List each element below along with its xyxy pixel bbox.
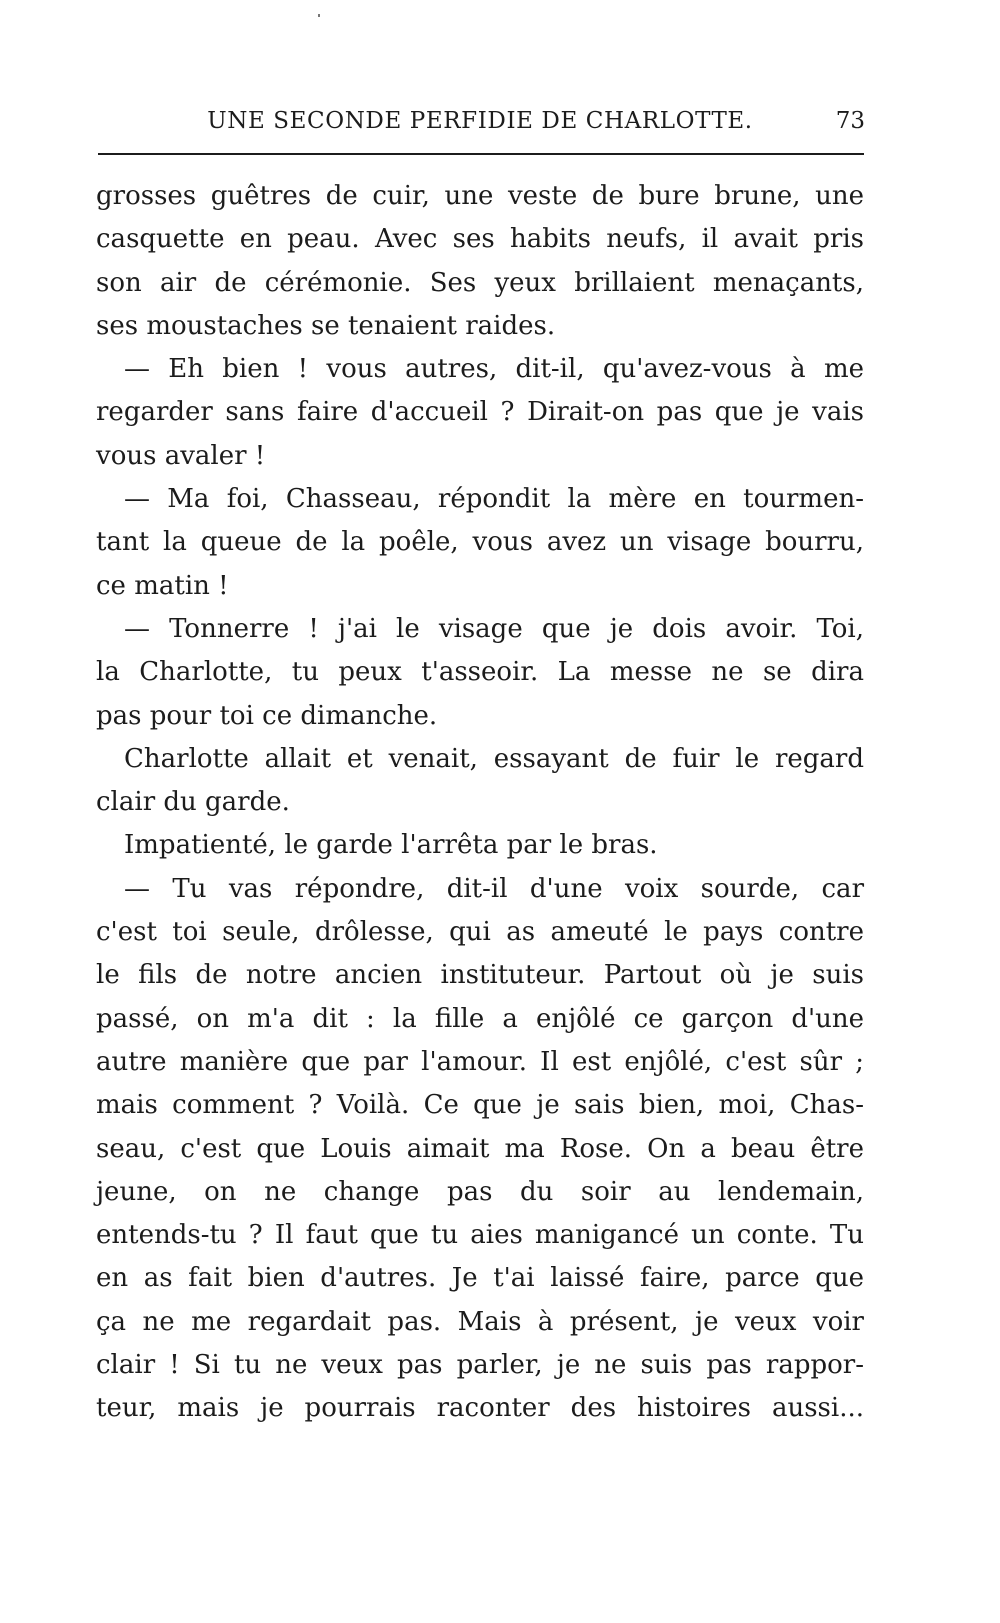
text-line: entends-tu ? Il faut que tu aies manigancé un conte. Tu: [96, 1220, 864, 1251]
text-line: la Charlotte, tu peux t'asseoir. La messe ne se dira: [96, 657, 864, 688]
text-line: jeune, on ne change pas du soir au lendemain,: [96, 1176, 864, 1207]
text-line: autre manière que par l'amour. Il est enjôlé, c'est sûr ;: [96, 1046, 864, 1077]
text-line: clair ! Si tu ne veux pas parler, je ne suis pas rappor-: [96, 1350, 864, 1381]
running-title: UNE SECONDE PERFIDIE DE CHARLOTTE.: [207, 108, 753, 134]
page-number: 73: [835, 108, 865, 134]
text-line: clair du garde.: [96, 787, 290, 818]
text-line: en as fait bien d'autres. Je t'ai laissé faire, parce que: [96, 1263, 864, 1294]
header-rule: [98, 153, 864, 155]
text-line: — Tu vas répondre, dit-il d'une voix sourde, car: [124, 873, 864, 904]
text-line: passé, on m'a dit : la fille a enjôlé ce garçon d'une: [96, 1003, 864, 1034]
text-line: — Tonnerre ! j'ai le visage que je dois avoir. Toi,: [124, 613, 864, 644]
text-line: casquette en peau. Avec ses habits neufs, il avait pris: [96, 224, 864, 255]
text-line: seau, c'est que Louis aimait ma Rose. On a beau être: [96, 1133, 864, 1164]
text-line: mais comment ? Voilà. Ce que je sais bien, moi, Chas-: [96, 1090, 864, 1121]
running-head: [95, 108, 865, 138]
text-line: grosses guêtres de cuir, une veste de bure brune, une: [96, 181, 864, 211]
text-line: le fils de notre ancien instituteur. Partout où je suis: [96, 960, 864, 991]
body-text: [96, 175, 864, 1431]
text-line: Impatienté, le garde l'arrêta par le bras.: [124, 830, 658, 861]
text-line: vous avaler !: [96, 440, 266, 471]
paper-speck: [318, 14, 320, 17]
text-line: son air de cérémonie. Ses yeux brillaient menaçants,: [96, 267, 864, 298]
text-line: ses moustaches se tenaient raides.: [96, 310, 556, 341]
text-line: pas pour toi ce dimanche.: [96, 700, 438, 731]
text-line: teur, mais je pourrais raconter des histoires aussi...: [96, 1393, 864, 1424]
text-line: c'est toi seule, drôlesse, qui as ameuté le pays contre: [96, 917, 864, 948]
text-line: Charlotte allait et venait, essayant de fuir le regard: [124, 743, 864, 774]
text-line: regarder sans faire d'accueil ? Dirait-on pas que je vais: [96, 397, 864, 428]
text-line: tant la queue de la poêle, vous avez un visage bourru,: [96, 527, 864, 558]
text-line: ce matin !: [96, 570, 229, 601]
text-line: — Eh bien ! vous autres, dit-il, qu'avez-vous à me: [124, 354, 864, 385]
text-line: — Ma foi, Chasseau, répondit la mère en tourmen-: [124, 484, 864, 515]
text-line: ça ne me regardait pas. Mais à présent, je veux voir: [96, 1306, 864, 1337]
